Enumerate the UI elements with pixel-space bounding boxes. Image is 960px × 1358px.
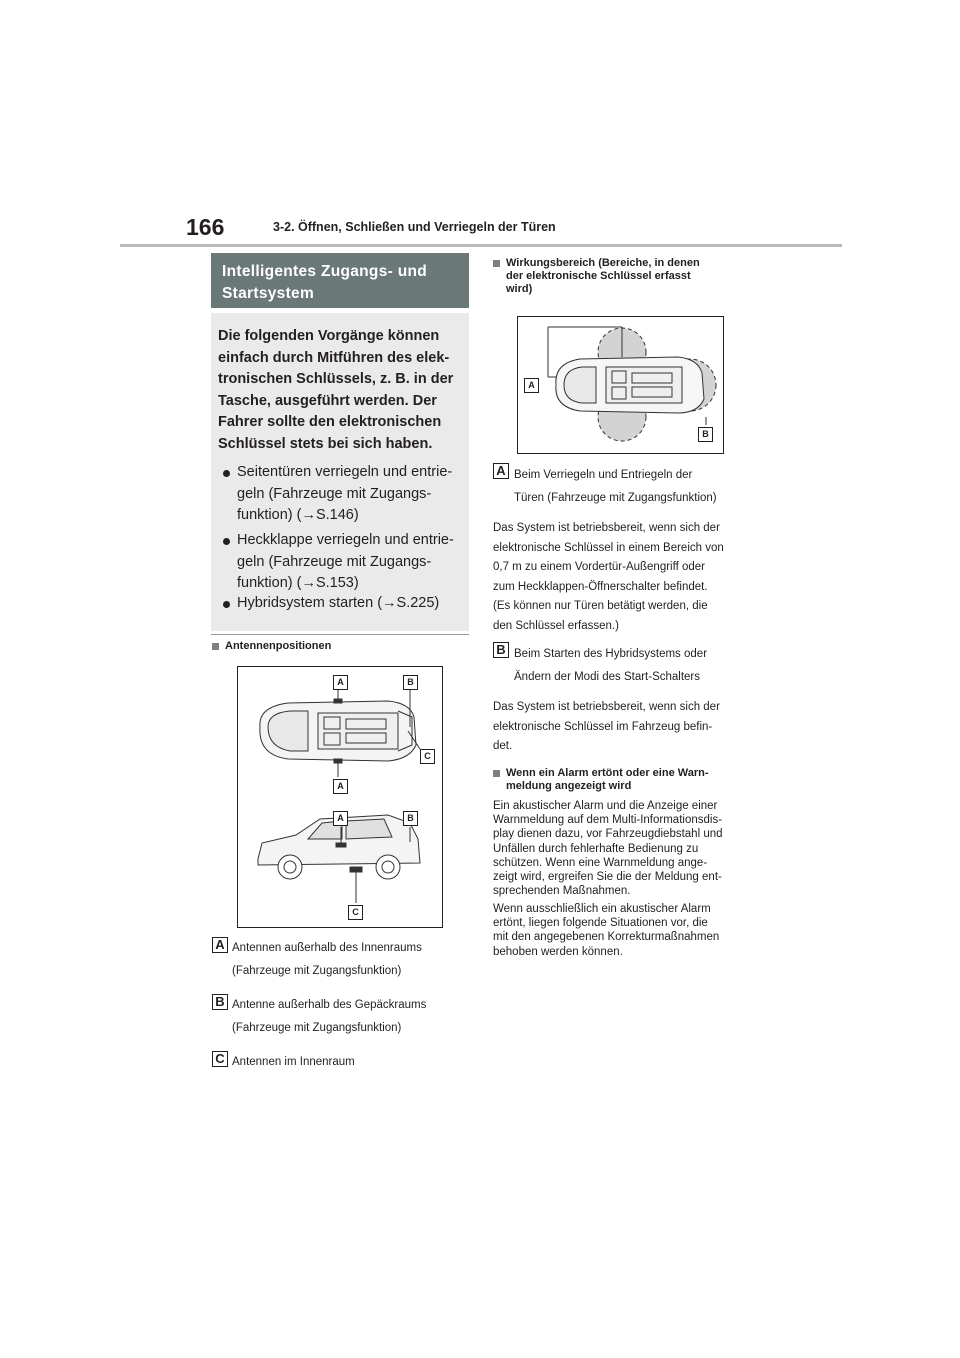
bullet-item: Seitentüren verriegeln und entrie- geln (Fahrzeuge mit Zugangs- funktion) (→S.146) bbox=[237, 464, 453, 523]
diagram-label-b: B bbox=[403, 675, 418, 690]
legend-letter-b: B bbox=[493, 642, 509, 658]
legend-line: Antennen außerhalb des Innenraums bbox=[232, 942, 422, 954]
alarm-heading: Wenn ein Alarm ertönt oder eine Warn- meldung angezeigt wird bbox=[506, 767, 709, 792]
range-item-line: Ändern der Modi des Start-Schalters bbox=[514, 671, 701, 683]
diagram-label-a: A bbox=[524, 378, 539, 393]
legend-line: (Fahrzeuge mit Zugangsfunktion) bbox=[232, 1022, 402, 1034]
intro-line: Fahrer sollte den elektronischen bbox=[218, 414, 442, 430]
legend-letter-a: A bbox=[493, 463, 509, 479]
car-top-view bbox=[260, 687, 420, 777]
square-bullet-icon bbox=[493, 770, 500, 777]
bullet-item: Hybridsystem starten (→S.225) bbox=[237, 595, 440, 611]
intro-line: tronischen Schlüssels, z. B. in der bbox=[218, 371, 454, 387]
antenna-diagram-svg bbox=[238, 667, 442, 927]
page-number: 166 bbox=[186, 214, 225, 240]
bullet-icon bbox=[223, 470, 230, 477]
section-title: Intelligentes Zugangs- und Startsystem bbox=[222, 263, 427, 302]
legend-letter-c: C bbox=[212, 1051, 228, 1067]
range-diagram-svg bbox=[518, 317, 723, 453]
legend-line: Antenne außerhalb des Gepäckraums bbox=[232, 999, 427, 1011]
legend-letter-b: B bbox=[212, 994, 228, 1010]
diagram-label-b: B bbox=[698, 427, 713, 442]
diagram-label-a: A bbox=[333, 675, 348, 690]
diagram-label-c: C bbox=[420, 749, 435, 764]
range-item-line: Türen (Fahrzeuge mit Zugangsfunktion) bbox=[514, 492, 717, 504]
range-b-paragraph: Das System ist betriebsbereit, wenn sich der elektronische Schlüssel im Fahrzeug befin- det. bbox=[493, 701, 720, 753]
bullet-icon bbox=[223, 538, 230, 545]
diagram-label-c: C bbox=[348, 905, 363, 920]
intro-text bbox=[218, 326, 464, 455]
intro-line: Die folgenden Vorgänge können bbox=[218, 328, 440, 344]
intro-line: einfach durch Mitführen des elek- bbox=[218, 349, 450, 366]
range-a-paragraph: Das System ist betriebsbereit, wenn sich der elektronische Schlüssel in einem Bereich von 0,7 m zu einem Vordertür-Außengriff oder zum Heckklappen-Öffnerschalter befindet. (Es können nur Türen betätigt werden, die den Schlüssel erfassen.) bbox=[493, 522, 724, 632]
chapter-title: 3-2. Öffnen, Schließen und Verriegeln der Türen bbox=[273, 220, 556, 234]
square-bullet-icon bbox=[212, 643, 219, 650]
range-item-line: Beim Verriegeln und Entriegeln der bbox=[514, 469, 693, 481]
legend-line: (Fahrzeuge mit Zugangsfunktion) bbox=[232, 965, 402, 977]
legend-letter-a: A bbox=[212, 937, 228, 953]
section-divider bbox=[211, 634, 469, 635]
intro-line: Schlüssel stets bei sich haben. bbox=[218, 435, 433, 452]
alarm-paragraph-1: Ein akustischer Alarm und die Anzeige einer Warnmeldung auf dem Multi-Informationsdis- play dienen dazu, vor Fahrzeugdiebstahl und Unfällen durch fehlerhafte Bedienung zu schützen. Wenn eine Warnmeldung ange- zeigt wird, ergreifen Sie die der Meldung ent- sprechenden Maßnahmen. bbox=[493, 800, 723, 898]
diagram-label-b: B bbox=[403, 811, 418, 826]
range-heading: Wirkungsbereich (Bereiche, in denen der elektronische Schlüssel erfasst wird) bbox=[506, 257, 700, 295]
header-divider bbox=[120, 244, 842, 247]
alarm-paragraph-2: Wenn ausschließlich ein akustischer Alarm ertönt, liegen folgende Situationen vor, die mit den angegebenen Korrekturmaßnahmen behoben werden können. bbox=[493, 903, 720, 958]
intro-line: Tasche, ausgeführt werden. Der bbox=[218, 392, 437, 409]
antenna-diagram bbox=[237, 666, 443, 928]
legend-line: Antennen im Innenraum bbox=[232, 1056, 355, 1068]
square-bullet-icon bbox=[493, 260, 500, 267]
car-side-view bbox=[258, 815, 420, 903]
diagram-label-a: A bbox=[333, 779, 348, 794]
antenna-heading: Antennenpositionen bbox=[225, 640, 332, 652]
bullet-icon bbox=[223, 601, 230, 608]
range-diagram bbox=[517, 316, 724, 454]
bullet-item: Heckklappe verriegeln und entrie- geln (Fahrzeuge mit Zugangs- funktion) (→S.153) bbox=[237, 532, 454, 591]
range-item-line: Beim Starten des Hybridsystems oder bbox=[514, 648, 708, 660]
diagram-label-a: A bbox=[333, 811, 348, 826]
